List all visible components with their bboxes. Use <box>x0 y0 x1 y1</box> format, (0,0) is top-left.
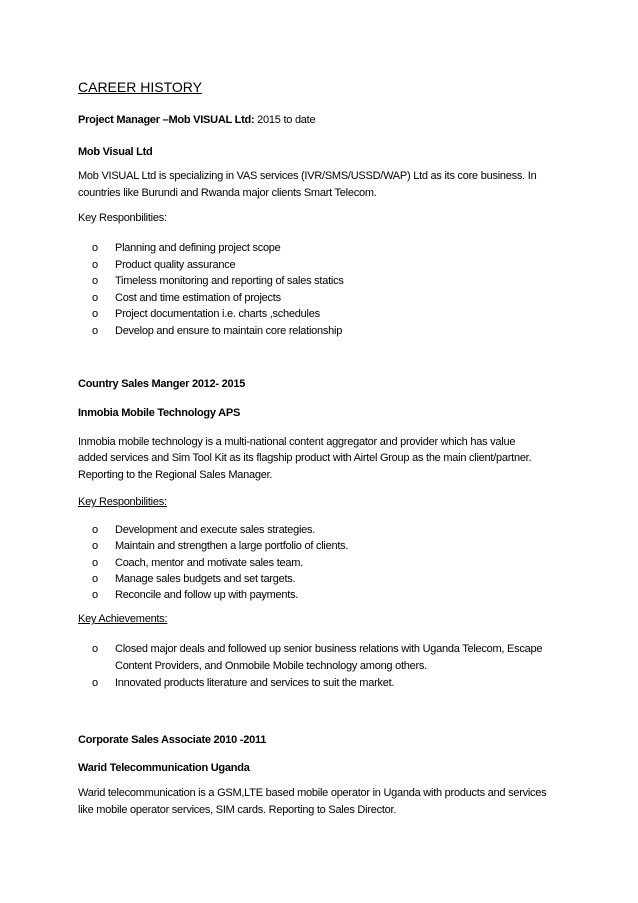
job2-title: Country Sales Manger 2012- 2015 <box>78 378 246 390</box>
list-item: Reconcile and follow up with payments. <box>115 589 299 601</box>
section-title: CAREER HISTORY <box>78 79 202 95</box>
job2-company: Inmobia Mobile Technology APS <box>78 407 241 419</box>
job1-dates: 2015 to date <box>254 114 316 126</box>
job2-ach-heading: Key Achievements: <box>78 613 168 625</box>
job1-resp-heading: Key Responbilities: <box>78 212 167 224</box>
job1-position: Project Manager –Mob VISUAL Ltd: <box>78 114 255 126</box>
list-item: Closed major deals and followed up senior business relations with Uganda Telecom, Escape <box>115 643 543 655</box>
list-item: Manage sales budgets and set targets. <box>115 573 296 585</box>
job2-desc-line: Reporting to the Regional Sales Manager. <box>78 469 273 481</box>
bullet: o <box>92 259 98 271</box>
job3-title: Corporate Sales Associate 2010 -2011 <box>78 734 267 746</box>
bullet: o <box>92 677 98 689</box>
list-item: Product quality assurance <box>115 259 236 271</box>
list-item: Planning and defining project scope <box>115 242 281 254</box>
list-item: Project documentation i.e. charts ,schedules <box>115 308 320 320</box>
bullet: o <box>92 589 98 601</box>
list-item: Innovated products literature and services to suit the market. <box>115 677 395 689</box>
list-item: Timeless monitoring and reporting of sales statics <box>115 275 344 287</box>
job2-desc-line: Inmobia mobile technology is a multi-national content aggregator and provider which has value <box>78 436 516 448</box>
bullet: o <box>92 242 98 254</box>
bullet: o <box>92 557 98 569</box>
job1-desc-line: Mob VISUAL Ltd is specializing in VAS services (IVR/SMS/USSD/WAP) Ltd as its core business. In <box>78 170 537 182</box>
job2-desc-line: added services and Sim Tool Kit as its flagship product with Airtel Group as the main client/partner. <box>78 452 532 464</box>
list-item: Maintain and strengthen a large portfolio of clients. <box>115 540 349 552</box>
job1-company: Mob Visual Ltd <box>78 146 153 158</box>
list-item: Develop and ensure to maintain core relationship <box>115 325 343 337</box>
job1-title <box>78 114 315 126</box>
bullet: o <box>92 524 98 536</box>
job2-resp-heading: Key Responbilities: <box>78 496 167 508</box>
bullet: o <box>92 573 98 585</box>
job3-desc-line: like mobile operator services, SIM cards. Reporting to Sales Director. <box>78 804 397 816</box>
list-item: Coach, mentor and motivate sales team. <box>115 557 303 569</box>
bullet: o <box>92 643 98 655</box>
job3-desc-line: Warid telecommunication is a GSM,LTE based mobile operator in Uganda with products and services <box>78 787 547 799</box>
bullet: o <box>92 540 98 552</box>
job3-company: Warid Telecommunication Uganda <box>78 762 250 774</box>
list-item: Cost and time estimation of projects <box>115 292 281 304</box>
list-item-continuation: Content Providers, and Onmobile Mobile technology among others. <box>115 660 427 672</box>
bullet: o <box>92 292 98 304</box>
job1-desc-line: countries like Burundi and Rwanda major clients Smart Telecom. <box>78 187 377 199</box>
bullet: o <box>92 308 98 320</box>
bullet: o <box>92 325 98 337</box>
list-item: Development and execute sales strategies. <box>115 524 316 536</box>
bullet: o <box>92 275 98 287</box>
